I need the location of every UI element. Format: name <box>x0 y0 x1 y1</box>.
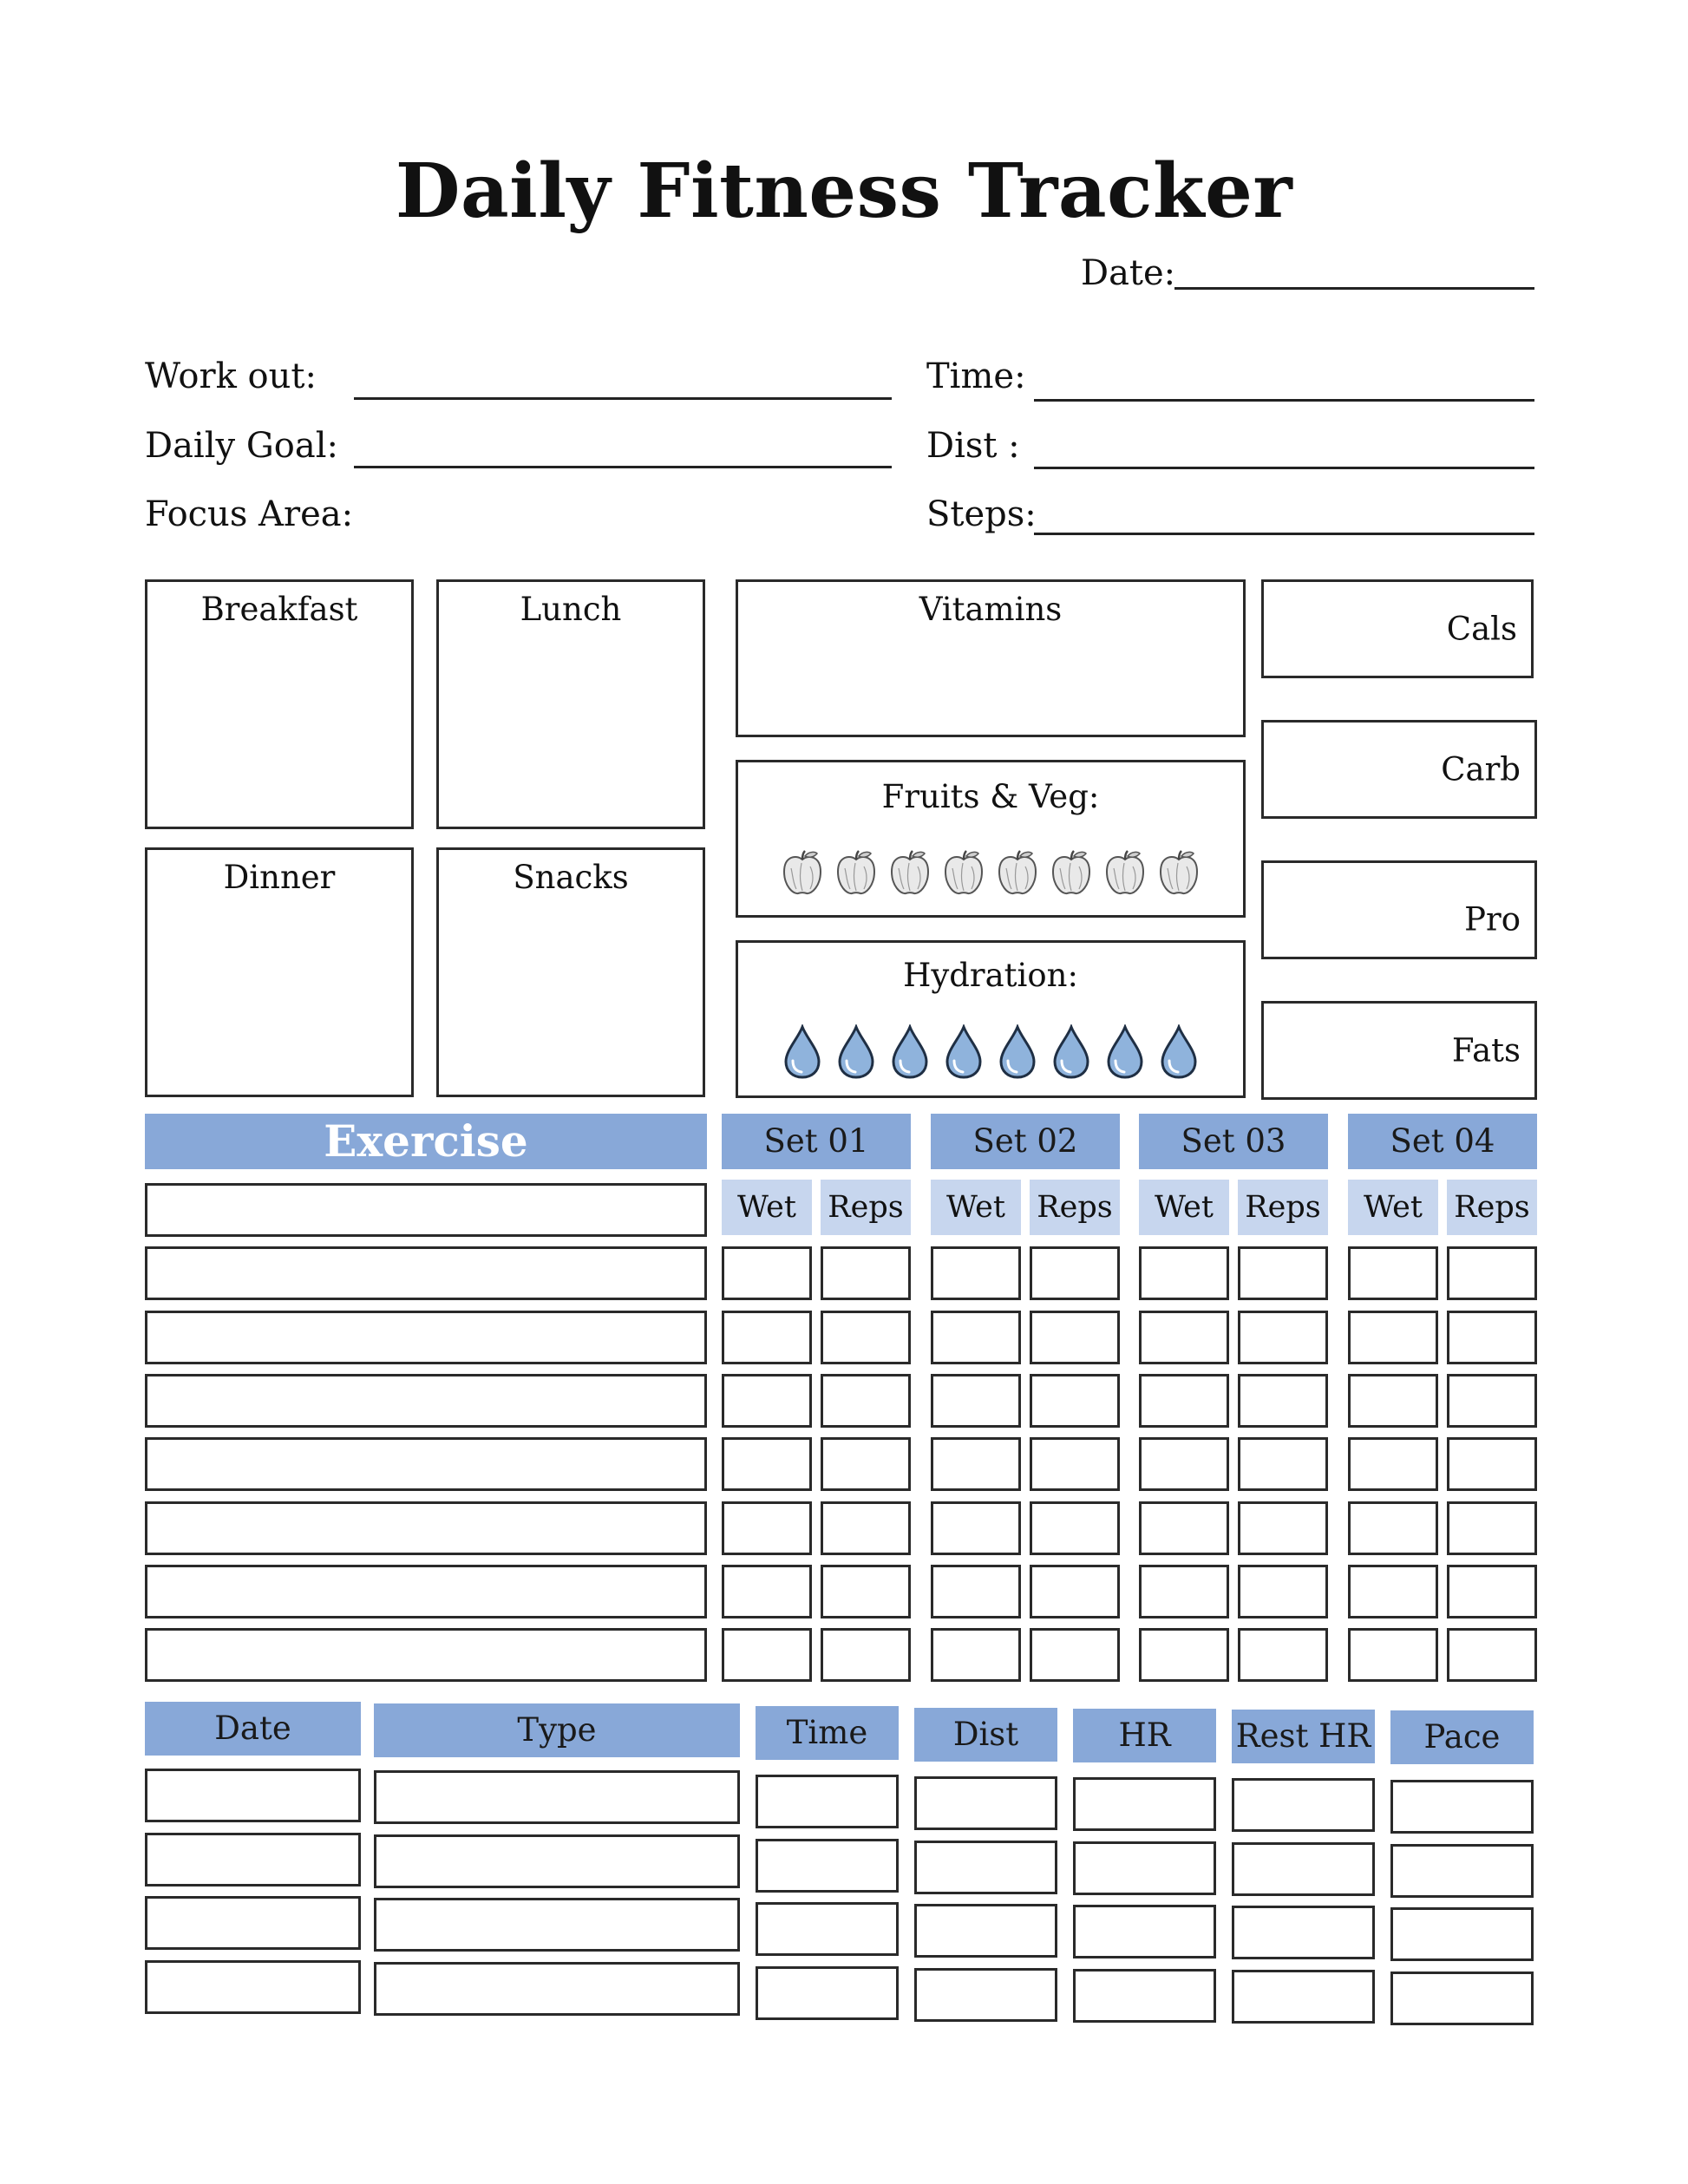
carb-box[interactable] <box>1261 720 1537 819</box>
exercise-header: Exercise <box>145 1114 707 1169</box>
time-field[interactable] <box>1034 399 1534 402</box>
exercise-name-input[interactable] <box>145 1183 707 1237</box>
set-2-reps-input[interactable] <box>1030 1628 1120 1682</box>
set-4-reps-input[interactable] <box>1447 1246 1537 1300</box>
focus-area-label: Focus Area: <box>145 494 354 534</box>
lunch-label: Lunch <box>520 591 622 628</box>
time-label: Time: <box>926 356 1026 396</box>
log-hr-input[interactable] <box>1073 1777 1216 1831</box>
set-4-reps-input[interactable] <box>1447 1437 1537 1491</box>
set-2-wet-header: Wet <box>931 1180 1021 1235</box>
log-header-type: Type <box>374 1703 740 1757</box>
set-1-wet-input[interactable] <box>722 1501 812 1555</box>
set-header-4: Set 04 <box>1348 1114 1537 1169</box>
set-2-reps-input[interactable] <box>1030 1374 1120 1428</box>
cals-label: Cals <box>1446 610 1517 648</box>
set-4-wet-input[interactable] <box>1348 1311 1438 1364</box>
set-1-reps-input[interactable] <box>821 1246 911 1300</box>
set-4-wet-header: Wet <box>1348 1180 1438 1235</box>
dist-field[interactable] <box>1034 467 1534 469</box>
fruits-veg-label: Fruits & Veg: <box>881 778 1100 815</box>
log-pace-input[interactable] <box>1390 1971 1534 2025</box>
exercise-name-input[interactable] <box>145 1246 707 1300</box>
dinner-label: Dinner <box>223 859 336 896</box>
set-4-reps-input[interactable] <box>1447 1565 1537 1618</box>
set-4-reps-input[interactable] <box>1447 1311 1537 1364</box>
apple-icon[interactable] <box>1157 849 1201 896</box>
log-type-input[interactable] <box>374 1770 740 1824</box>
apple-icon[interactable] <box>942 849 985 896</box>
apple-icon[interactable] <box>834 849 878 896</box>
log-rest-hr-input[interactable] <box>1232 1970 1375 2024</box>
apple-icon[interactable] <box>1050 849 1093 896</box>
set-3-reps-header: Reps <box>1238 1180 1328 1235</box>
set-3-wet-input[interactable] <box>1139 1565 1229 1618</box>
log-rest-hr-input[interactable] <box>1232 1778 1375 1832</box>
set-3-reps-input[interactable] <box>1238 1628 1328 1682</box>
set-2-wet-input[interactable] <box>931 1565 1021 1618</box>
page-title: Daily Fitness Tracker <box>395 147 1293 235</box>
workout-label: Work out: <box>145 356 317 396</box>
set-1-wet-input[interactable] <box>722 1374 812 1428</box>
set-3-reps-input[interactable] <box>1238 1246 1328 1300</box>
fats-box[interactable] <box>1261 1001 1537 1100</box>
steps-label: Steps: <box>926 494 1037 534</box>
daily-goal-field[interactable] <box>354 466 892 468</box>
set-4-wet-input[interactable] <box>1348 1246 1438 1300</box>
log-date-input[interactable] <box>145 1896 361 1950</box>
log-header-date: Date <box>145 1702 361 1756</box>
set-1-wet-header: Wet <box>722 1180 812 1235</box>
log-date-input[interactable] <box>145 1769 361 1822</box>
log-type-input[interactable] <box>374 1834 740 1888</box>
set-3-reps-input[interactable] <box>1238 1374 1328 1428</box>
pro-label: Pro <box>1464 900 1521 938</box>
set-3-wet-input[interactable] <box>1139 1501 1229 1555</box>
set-3-wet-input[interactable] <box>1139 1374 1229 1428</box>
set-4-reps-input[interactable] <box>1447 1374 1537 1428</box>
water-drop-icon[interactable] <box>888 1024 932 1080</box>
set-4-wet-input[interactable] <box>1348 1565 1438 1618</box>
date-label: Date: <box>1081 253 1176 293</box>
set-1-reps-header: Reps <box>821 1180 911 1235</box>
pro-box[interactable] <box>1261 860 1537 959</box>
log-time-input[interactable] <box>756 1775 899 1828</box>
set-3-wet-input[interactable] <box>1139 1628 1229 1682</box>
water-drop-icon[interactable] <box>1103 1024 1147 1080</box>
cals-box[interactable] <box>1261 579 1534 678</box>
set-1-wet-input[interactable] <box>722 1628 812 1682</box>
water-drop-icon[interactable] <box>942 1024 985 1080</box>
log-hr-input[interactable] <box>1073 1905 1216 1958</box>
log-rest-hr-input[interactable] <box>1232 1906 1375 1959</box>
log-pace-input[interactable] <box>1390 1907 1534 1961</box>
workout-field[interactable] <box>354 397 892 400</box>
set-2-wet-input[interactable] <box>931 1246 1021 1300</box>
log-date-input[interactable] <box>145 1960 361 2014</box>
log-time-input[interactable] <box>756 1839 899 1893</box>
set-header-2: Set 02 <box>931 1114 1120 1169</box>
set-2-wet-input[interactable] <box>931 1501 1021 1555</box>
log-hr-input[interactable] <box>1073 1969 1216 2023</box>
set-2-wet-input[interactable] <box>931 1374 1021 1428</box>
set-1-reps-input[interactable] <box>821 1501 911 1555</box>
dist-label: Dist : <box>926 426 1020 466</box>
set-1-wet-input[interactable] <box>722 1311 812 1364</box>
snacks-box[interactable] <box>436 847 705 1097</box>
log-date-input[interactable] <box>145 1833 361 1886</box>
water-drop-icon[interactable] <box>1050 1024 1093 1080</box>
vitamins-label: Vitamins <box>919 591 1063 628</box>
breakfast-label: Breakfast <box>200 591 358 628</box>
set-2-reps-input[interactable] <box>1030 1246 1120 1300</box>
hydration-label: Hydration: <box>903 957 1078 994</box>
apple-icon[interactable] <box>888 849 932 896</box>
set-4-wet-input[interactable] <box>1348 1501 1438 1555</box>
water-drop-icon[interactable] <box>781 1024 824 1080</box>
set-header-3: Set 03 <box>1139 1114 1328 1169</box>
lunch-box[interactable] <box>436 579 705 829</box>
steps-field[interactable] <box>1034 533 1534 535</box>
set-1-reps-input[interactable] <box>821 1311 911 1364</box>
set-1-wet-input[interactable] <box>722 1437 812 1491</box>
set-1-reps-input[interactable] <box>821 1374 911 1428</box>
log-dist-input[interactable] <box>914 1776 1057 1830</box>
log-header-hr: HR <box>1073 1709 1216 1762</box>
log-time-input[interactable] <box>756 1966 899 2020</box>
log-header-time: Time <box>756 1706 899 1760</box>
set-2-reps-input[interactable] <box>1030 1501 1120 1555</box>
date-field[interactable] <box>1174 287 1534 290</box>
set-3-reps-input[interactable] <box>1238 1501 1328 1555</box>
set-2-wet-input[interactable] <box>931 1628 1021 1682</box>
breakfast-box[interactable] <box>145 579 414 829</box>
set-3-reps-input[interactable] <box>1238 1437 1328 1491</box>
set-4-wet-input[interactable] <box>1348 1628 1438 1682</box>
snacks-label: Snacks <box>513 859 629 896</box>
dinner-box[interactable] <box>145 847 414 1097</box>
set-4-reps-input[interactable] <box>1447 1628 1537 1682</box>
log-hr-input[interactable] <box>1073 1841 1216 1895</box>
set-4-wet-input[interactable] <box>1348 1437 1438 1491</box>
exercise-name-input[interactable] <box>145 1565 707 1618</box>
exercise-name-input[interactable] <box>145 1437 707 1491</box>
set-2-wet-input[interactable] <box>931 1437 1021 1491</box>
set-1-reps-input[interactable] <box>821 1565 911 1618</box>
apple-icon[interactable] <box>1103 849 1147 896</box>
exercise-name-input[interactable] <box>145 1501 707 1555</box>
set-3-wet-input[interactable] <box>1139 1437 1229 1491</box>
set-1-reps-input[interactable] <box>821 1628 911 1682</box>
log-dist-input[interactable] <box>914 1841 1057 1894</box>
log-type-input[interactable] <box>374 1898 740 1952</box>
set-2-reps-input[interactable] <box>1030 1565 1120 1618</box>
set-3-wet-header: Wet <box>1139 1180 1229 1235</box>
set-4-reps-input[interactable] <box>1447 1501 1537 1555</box>
log-dist-input[interactable] <box>914 1968 1057 2022</box>
set-3-wet-input[interactable] <box>1139 1311 1229 1364</box>
set-3-reps-input[interactable] <box>1238 1311 1328 1364</box>
log-pace-input[interactable] <box>1390 1780 1534 1834</box>
set-4-wet-input[interactable] <box>1348 1374 1438 1428</box>
log-pace-input[interactable] <box>1390 1844 1534 1898</box>
log-header-rest-hr: Rest HR <box>1232 1710 1375 1763</box>
set-1-wet-input[interactable] <box>722 1565 812 1618</box>
apple-icon[interactable] <box>781 849 824 896</box>
fruits-veg-trackers <box>738 849 1243 896</box>
exercise-name-input[interactable] <box>145 1374 707 1428</box>
log-header-dist: Dist <box>914 1708 1057 1762</box>
log-header-pace: Pace <box>1390 1710 1534 1764</box>
hydration-trackers <box>738 1024 1243 1080</box>
set-4-reps-header: Reps <box>1447 1180 1537 1235</box>
set-1-reps-input[interactable] <box>821 1437 911 1491</box>
vitamins-box[interactable] <box>736 579 1246 737</box>
set-2-reps-input[interactable] <box>1030 1437 1120 1491</box>
log-time-input[interactable] <box>756 1902 899 1956</box>
water-drop-icon[interactable] <box>996 1024 1039 1080</box>
set-3-wet-input[interactable] <box>1139 1246 1229 1300</box>
daily-goal-label: Daily Goal: <box>145 426 338 466</box>
set-1-wet-input[interactable] <box>722 1246 812 1300</box>
set-2-reps-header: Reps <box>1030 1180 1120 1235</box>
carb-label: Carb <box>1441 750 1521 788</box>
hydration-box[interactable] <box>736 940 1246 1098</box>
water-drop-icon[interactable] <box>834 1024 878 1080</box>
set-3-reps-input[interactable] <box>1238 1565 1328 1618</box>
fats-label: Fats <box>1451 1031 1521 1069</box>
apple-icon[interactable] <box>996 849 1039 896</box>
fruits-veg-box[interactable] <box>736 760 1246 918</box>
water-drop-icon[interactable] <box>1157 1024 1201 1080</box>
exercise-name-input[interactable] <box>145 1311 707 1364</box>
set-header-1: Set 01 <box>722 1114 911 1169</box>
log-rest-hr-input[interactable] <box>1232 1842 1375 1896</box>
log-dist-input[interactable] <box>914 1904 1057 1958</box>
exercise-name-input[interactable] <box>145 1628 707 1682</box>
set-2-reps-input[interactable] <box>1030 1311 1120 1364</box>
log-type-input[interactable] <box>374 1962 740 2016</box>
set-2-wet-input[interactable] <box>931 1311 1021 1364</box>
